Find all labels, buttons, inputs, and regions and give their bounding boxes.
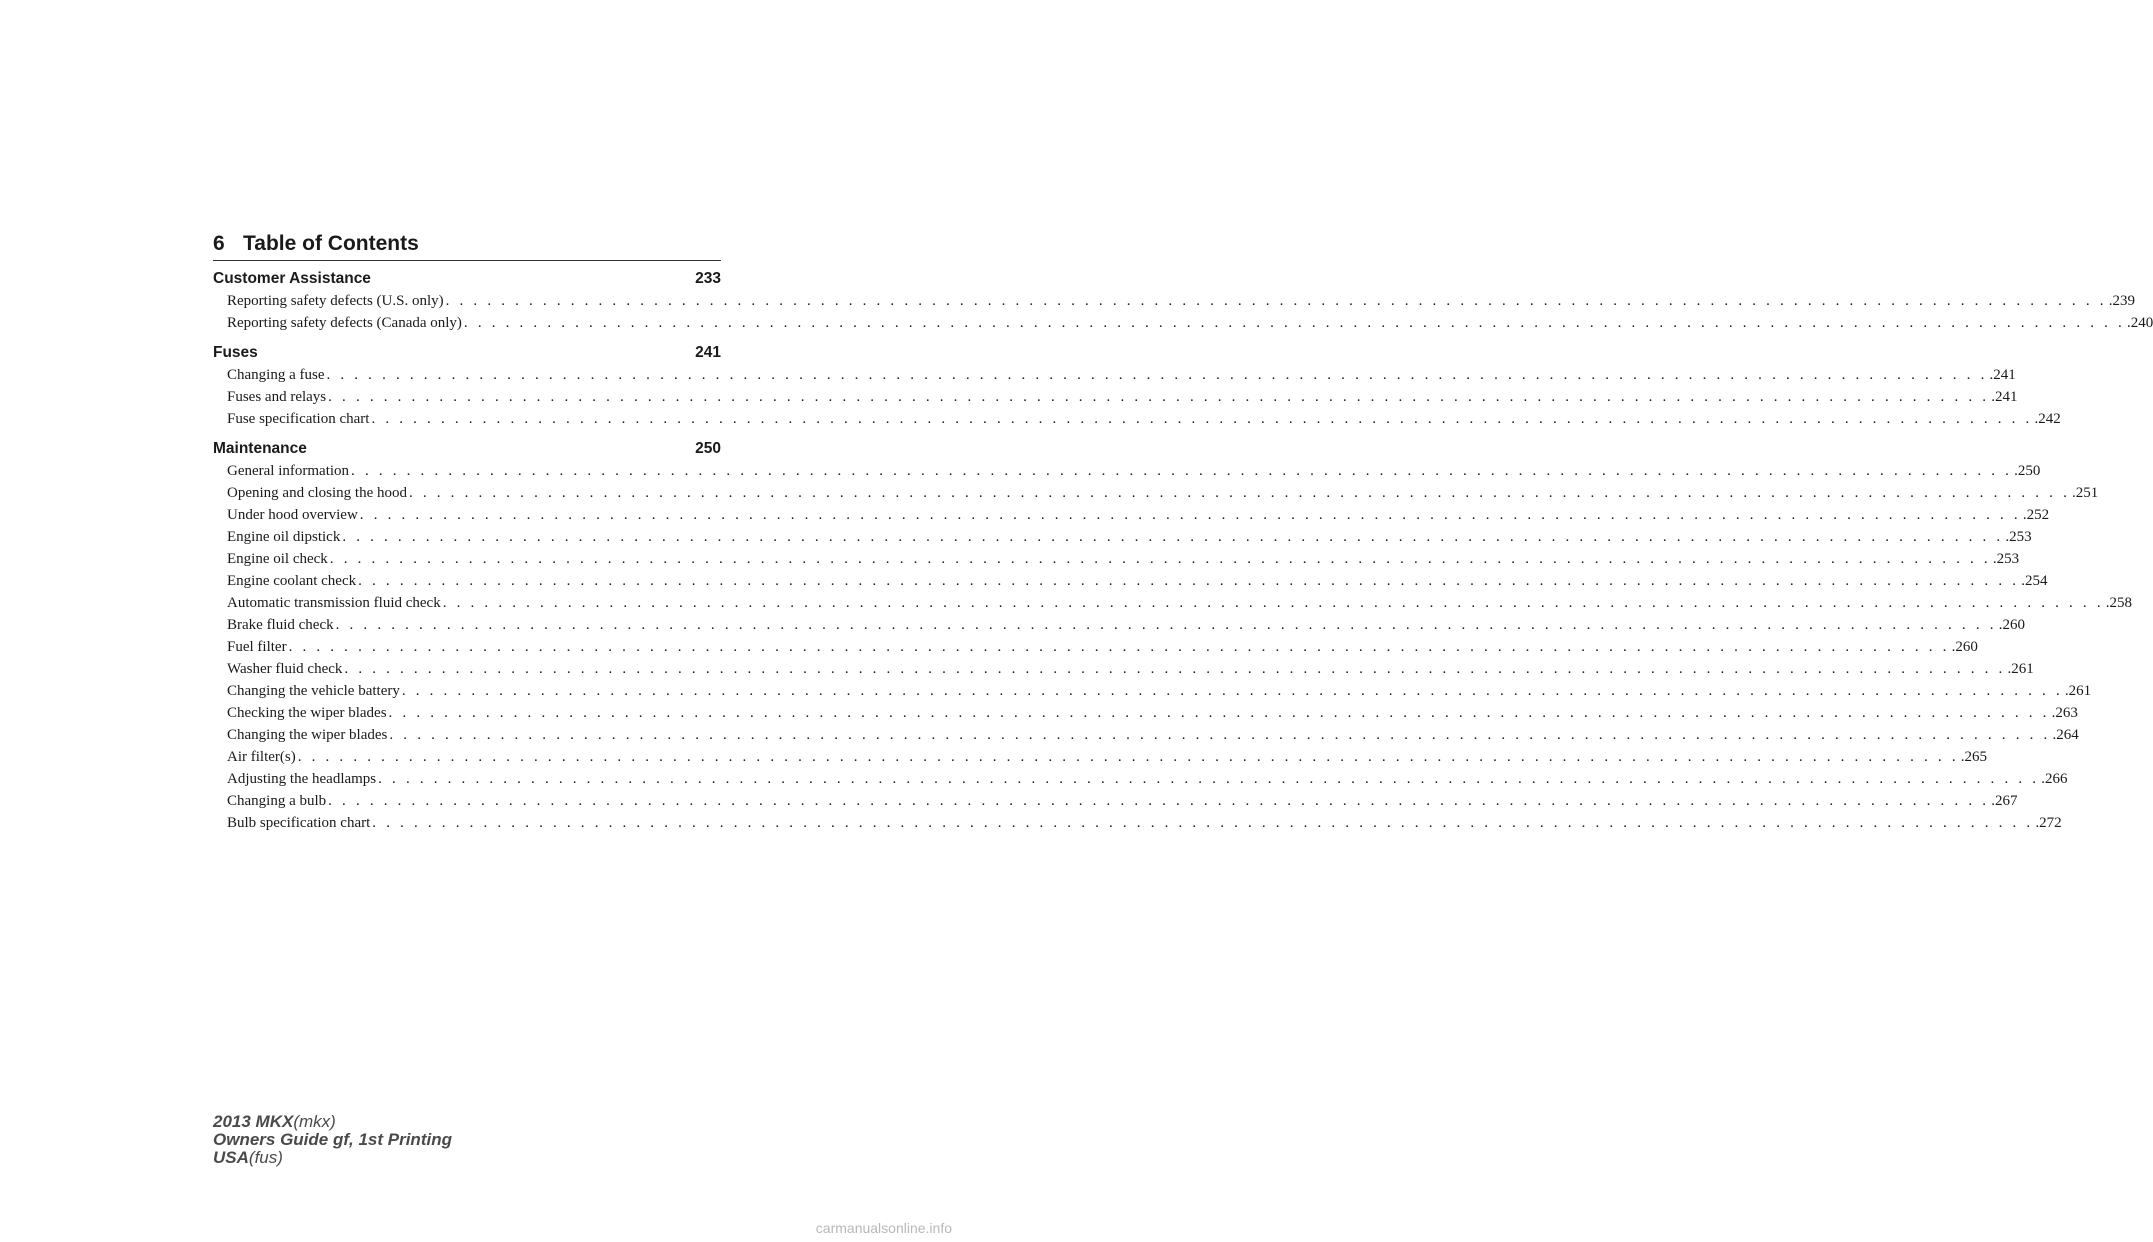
toc-entry[interactable] — [227, 312, 2153, 334]
toc-entry-title: Engine oil dipstick — [227, 529, 341, 545]
toc-entry[interactable] — [227, 614, 2025, 636]
toc-entry-title: Checking the wiper blades — [227, 705, 387, 721]
toc-entry-page: .267 — [1991, 793, 2018, 809]
toc-entry-title: Reporting safety defects (Canada only) — [227, 315, 462, 331]
dot-leader: . . . . . . . . . . . . . . . . . . . . . . . . . . . . . . . . . . . . . . . . . . . . . . . . . . . . . . . . . . . . . . . . . . . . . . . . . . . . . . . . . . . . . . . . . . . . . . . . . . . . . . . . . . . . . . . . . . . . . . . . — [463, 315, 2125, 331]
toc-entry-page: .250 — [2014, 463, 2041, 479]
dot-leader: . . . . . . . . . . . . . . . . . . . . . . . . . . . . . . . . . . . . . . . . . . . . . . . . . . . . . . . . . . . . . . . . . . . . . . . . . . . . . . . . . . . . . . . . . . . . . . . . . . . . . . . . . . . . . . . . . . . . . . . . — [328, 389, 1990, 405]
dot-leader: . . . . . . . . . . . . . . . . . . . . . . . . . . . . . . . . . . . . . . . . . . . . . . . . . . . . . . . . . . . . . . . . . . . . . . . . . . . . . . . . . . . . . . . . . . . . . . . . . . . . . . . . . . . . . . . . . . . . . . . . — [328, 793, 1990, 809]
toc-entry-title: Changing a fuse — [227, 367, 325, 383]
toc-entry[interactable] — [227, 570, 2048, 592]
toc-section-page: 241 — [695, 344, 721, 361]
toc-entry-title: Fuses and relays — [227, 389, 327, 405]
toc-entry-title: Opening and closing the hood — [227, 485, 407, 501]
toc-section-title: Fuses — [213, 344, 258, 361]
toc-entry[interactable] — [227, 592, 2133, 614]
toc-entry-page: .264 — [2052, 727, 2079, 743]
footer-line-model: 2013 MKX(mkx) — [213, 1112, 336, 1131]
dot-leader: . . . . . . . . . . . . . . . . . . . . . . . . . . . . . . . . . . . . . . . . . . . . . . . . . . . . . . . . . . . . . . . . . . . . . . . . . . . . . . . . . . . . . . . . . . . . . . . . . . . . . . . . . . . . . . . . . . . . . . . . — [329, 551, 1991, 567]
toc-entry[interactable] — [227, 724, 2079, 746]
toc-entry[interactable] — [227, 526, 2032, 548]
footer-line-market: USA(fus) — [213, 1148, 283, 1167]
toc-entry-page: .258 — [2105, 595, 2133, 611]
toc-entry[interactable] — [227, 680, 2092, 702]
page-number: 6 — [213, 232, 225, 255]
toc-section — [213, 342, 2061, 430]
toc-entry-title: Under hood overview — [227, 507, 358, 523]
dot-leader: . . . . . . . . . . . . . . . . . . . . . . . . . . . . . . . . . . . . . . . . . . . . . . . . . . . . . . . . . . . . . . . . . . . . . . . . . . . . . . . . . . . . . . . . . . . . . . . . . . . . . . . . . . . . . . . . . . . . . . . . — [389, 727, 2051, 743]
toc-entry[interactable] — [227, 364, 2016, 386]
toc-section — [213, 268, 2153, 334]
dot-leader: . . . . . . . . . . . . . . . . . . . . . . . . . . . . . . . . . . . . . . . . . . . . . . . . . . . . . . . . . . . . . . . . . . . . . . . . . . . . . . . . . . . . . . . . . . . . . . . . . . . . . . . . . . . . . . . . . . . . . . . . — [326, 367, 1988, 383]
toc-entry-page: .272 — [2035, 815, 2062, 831]
toc-entry-title: Brake fluid check — [227, 617, 334, 633]
toc-entry-page: .265 — [1960, 749, 1988, 765]
toc-section-heading[interactable] — [213, 438, 721, 460]
toc-entry-page: .266 — [2041, 771, 2068, 787]
toc-entry-title: Engine oil check — [227, 551, 328, 567]
toc-entry-page: .261 — [2007, 661, 2034, 677]
toc-entry-title: Air filter(s) — [227, 749, 296, 765]
dot-leader: . . . . . . . . . . . . . . . . . . . . . . . . . . . . . . . . . . . . . . . . . . . . . . . . . . . . . . . . . . . . . . . . . . . . . . . . . . . . . . . . . . . . . . . . . . . . . . . . . . . . . . . . . . . . . . . . . . . . . . . . — [351, 463, 2013, 479]
toc-entry-page: .263 — [2051, 705, 2078, 721]
toc-entry-page: .252 — [2022, 507, 2050, 523]
toc-entry[interactable] — [227, 768, 2068, 790]
toc-entry-page: .253 — [1992, 551, 2020, 567]
dot-leader: . . . . . . . . . . . . . . . . . . . . . . . . . . . . . . . . . . . . . . . . . . . . . . . . . . . . . . . . . . . . . . . . . . . . . . . . . . . . . . . . . . . . . . . . . . . . . . . . . . . . . . . . . . . . . . . . . . . . . . . . — [372, 815, 2034, 831]
watermark: carmanualsonline.info — [815, 1220, 952, 1236]
toc-entry[interactable] — [227, 790, 2018, 812]
toc-entry-page: .251 — [2072, 485, 2099, 501]
toc-section-page: 233 — [695, 270, 721, 287]
toc-entry-title: Fuse specification chart — [227, 411, 370, 427]
dot-leader: . . . . . . . . . . . . . . . . . . . . . . . . . . . . . . . . . . . . . . . . . . . . . . . . . . . . . . . . . . . . . . . . . . . . . . . . . . . . . . . . . . . . . . . . . . . . . . . . . . . . . . . . . . . . . . . . . . . . . . . . — [388, 705, 2050, 721]
toc-entry-title: Automatic transmission fluid check — [227, 595, 441, 611]
toc-entry-title: Engine coolant check — [227, 573, 357, 589]
toc-entry-page: .241 — [1991, 389, 2018, 405]
toc-entry-page: .239 — [2108, 293, 2135, 309]
dot-leader: . . . . . . . . . . . . . . . . . . . . . . . . . . . . . . . . . . . . . . . . . . . . . . . . . . . . . . . . . . . . . . . . . . . . . . . . . . . . . . . . . . . . . . . . . . . . . . . . . . . . . . . . . . . . . . . . . . . . . . . . — [442, 595, 2104, 611]
toc-section-title: Maintenance — [213, 440, 307, 457]
toc-entry[interactable] — [227, 658, 2034, 680]
toc-section-page: 250 — [695, 440, 721, 457]
toc-entry-title: Changing the wiper blades — [227, 727, 388, 743]
toc-entry-title: Washer fluid check — [227, 661, 343, 677]
dot-leader: . . . . . . . . . . . . . . . . . . . . . . . . . . . . . . . . . . . . . . . . . . . . . . . . . . . . . . . . . . . . . . . . . . . . . . . . . . . . . . . . . . . . . . . . . . . . . . . . . . . . . . . . . . . . . . . . . . . . . . . . — [335, 617, 1997, 633]
toc-entry-title: Fuel filter — [227, 639, 287, 655]
dot-leader: . . . . . . . . . . . . . . . . . . . . . . . . . . . . . . . . . . . . . . . . . . . . . . . . . . . . . . . . . . . . . . . . . . . . . . . . . . . . . . . . . . . . . . . . . . . . . . . . . . . . . . . . . . . . . . . . . . . . . . . . — [359, 507, 2021, 523]
dot-leader: . . . . . . . . . . . . . . . . . . . . . . . . . . . . . . . . . . . . . . . . . . . . . . . . . . . . . . . . . . . . . . . . . . . . . . . . . . . . . . . . . . . . . . . . . . . . . . . . . . . . . . . . . . . . . . . . . . . . . . . . — [358, 573, 2020, 589]
toc-entry-page: .261 — [2064, 683, 2092, 699]
toc-entry[interactable] — [227, 746, 1988, 768]
toc-section — [213, 438, 2133, 834]
toc-entry[interactable] — [227, 290, 2135, 312]
toc-entry-page: .240 — [2126, 315, 2153, 331]
toc-entry-title: Changing the vehicle battery — [227, 683, 400, 699]
document-footer — [213, 1113, 452, 1167]
toc-entry-page: .254 — [2021, 573, 2048, 589]
page-title: Table of Contents — [243, 232, 419, 255]
dot-leader: . . . . . . . . . . . . . . . . . . . . . . . . . . . . . . . . . . . . . . . . . . . . . . . . . . . . . . . . . . . . . . . . . . . . . . . . . . . . . . . . . . . . . . . . . . . . . . . . . . . . . . . . . . . . . . . . . . . . . . . . — [445, 293, 2107, 309]
toc-section-title: Customer Assistance — [213, 270, 371, 287]
toc-entry[interactable] — [227, 504, 2050, 526]
toc-entry-title: Bulb specification chart — [227, 815, 371, 831]
table-of-contents — [213, 268, 2153, 842]
dot-leader: . . . . . . . . . . . . . . . . . . . . . . . . . . . . . . . . . . . . . . . . . . . . . . . . . . . . . . . . . . . . . . . . . . . . . . . . . . . . . . . . . . . . . . . . . . . . . . . . . . . . . . . . . . . . . . . . . . . . . . . . — [371, 411, 2033, 427]
toc-entry[interactable] — [227, 636, 1978, 658]
toc-entry[interactable] — [227, 812, 2062, 834]
toc-entry[interactable] — [227, 386, 2018, 408]
toc-entry-page: .260 — [1998, 617, 2025, 633]
dot-leader: . . . . . . . . . . . . . . . . . . . . . . . . . . . . . . . . . . . . . . . . . . . . . . . . . . . . . . . . . . . . . . . . . . . . . . . . . . . . . . . . . . . . . . . . . . . . . . . . . . . . . . . . . . . . . . . . . . . . . . . . — [344, 661, 2006, 677]
dot-leader: . . . . . . . . . . . . . . . . . . . . . . . . . . . . . . . . . . . . . . . . . . . . . . . . . . . . . . . . . . . . . . . . . . . . . . . . . . . . . . . . . . . . . . . . . . . . . . . . . . . . . . . . . . . . . . . . . . . . . . . . — [378, 771, 2040, 787]
toc-entry[interactable] — [227, 482, 2099, 504]
toc-entry-page: .260 — [1951, 639, 1978, 655]
toc-entry[interactable] — [227, 548, 2020, 570]
dot-leader: . . . . . . . . . . . . . . . . . . . . . . . . . . . . . . . . . . . . . . . . . . . . . . . . . . . . . . . . . . . . . . . . . . . . . . . . . . . . . . . . . . . . . . . . . . . . . . . . . . . . . . . . . . . . . . . . . . . . . . . . — [342, 529, 2004, 545]
toc-entry-page: .241 — [1989, 367, 2016, 383]
toc-section-heading[interactable] — [213, 268, 721, 290]
page-header — [213, 230, 721, 261]
toc-entry-title: Reporting safety defects (U.S. only) — [227, 293, 444, 309]
toc-entry[interactable] — [227, 408, 2061, 430]
toc-entry[interactable] — [227, 460, 2041, 482]
toc-entry-page: .253 — [2005, 529, 2032, 545]
toc-entry-title: General information — [227, 463, 350, 479]
toc-entry-title: Changing a bulb — [227, 793, 327, 809]
dot-leader: . . . . . . . . . . . . . . . . . . . . . . . . . . . . . . . . . . . . . . . . . . . . . . . . . . . . . . . . . . . . . . . . . . . . . . . . . . . . . . . . . . . . . . . . . . . . . . . . . . . . . . . . . . . . . . . . . . . . . . . . — [408, 485, 2071, 501]
toc-entry-page: .242 — [2034, 411, 2061, 427]
dot-leader: . . . . . . . . . . . . . . . . . . . . . . . . . . . . . . . . . . . . . . . . . . . . . . . . . . . . . . . . . . . . . . . . . . . . . . . . . . . . . . . . . . . . . . . . . . . . . . . . . . . . . . . . . . . . . . . . . . . . . . . . — [401, 683, 2063, 699]
dot-leader: . . . . . . . . . . . . . . . . . . . . . . . . . . . . . . . . . . . . . . . . . . . . . . . . . . . . . . . . . . . . . . . . . . . . . . . . . . . . . . . . . . . . . . . . . . . . . . . . . . . . . . . . . . . . . . . . . . . . . . . . — [297, 749, 1959, 765]
toc-entry-title: Adjusting the headlamps — [227, 771, 377, 787]
toc-section-heading[interactable] — [213, 342, 721, 364]
footer-line-edition: Owners Guide gf, 1st Printing — [213, 1130, 452, 1149]
dot-leader: . . . . . . . . . . . . . . . . . . . . . . . . . . . . . . . . . . . . . . . . . . . . . . . . . . . . . . . . . . . . . . . . . . . . . . . . . . . . . . . . . . . . . . . . . . . . . . . . . . . . . . . . . . . . . . . . . . . . . . . . — [288, 639, 1950, 655]
toc-entry[interactable] — [227, 702, 2078, 724]
